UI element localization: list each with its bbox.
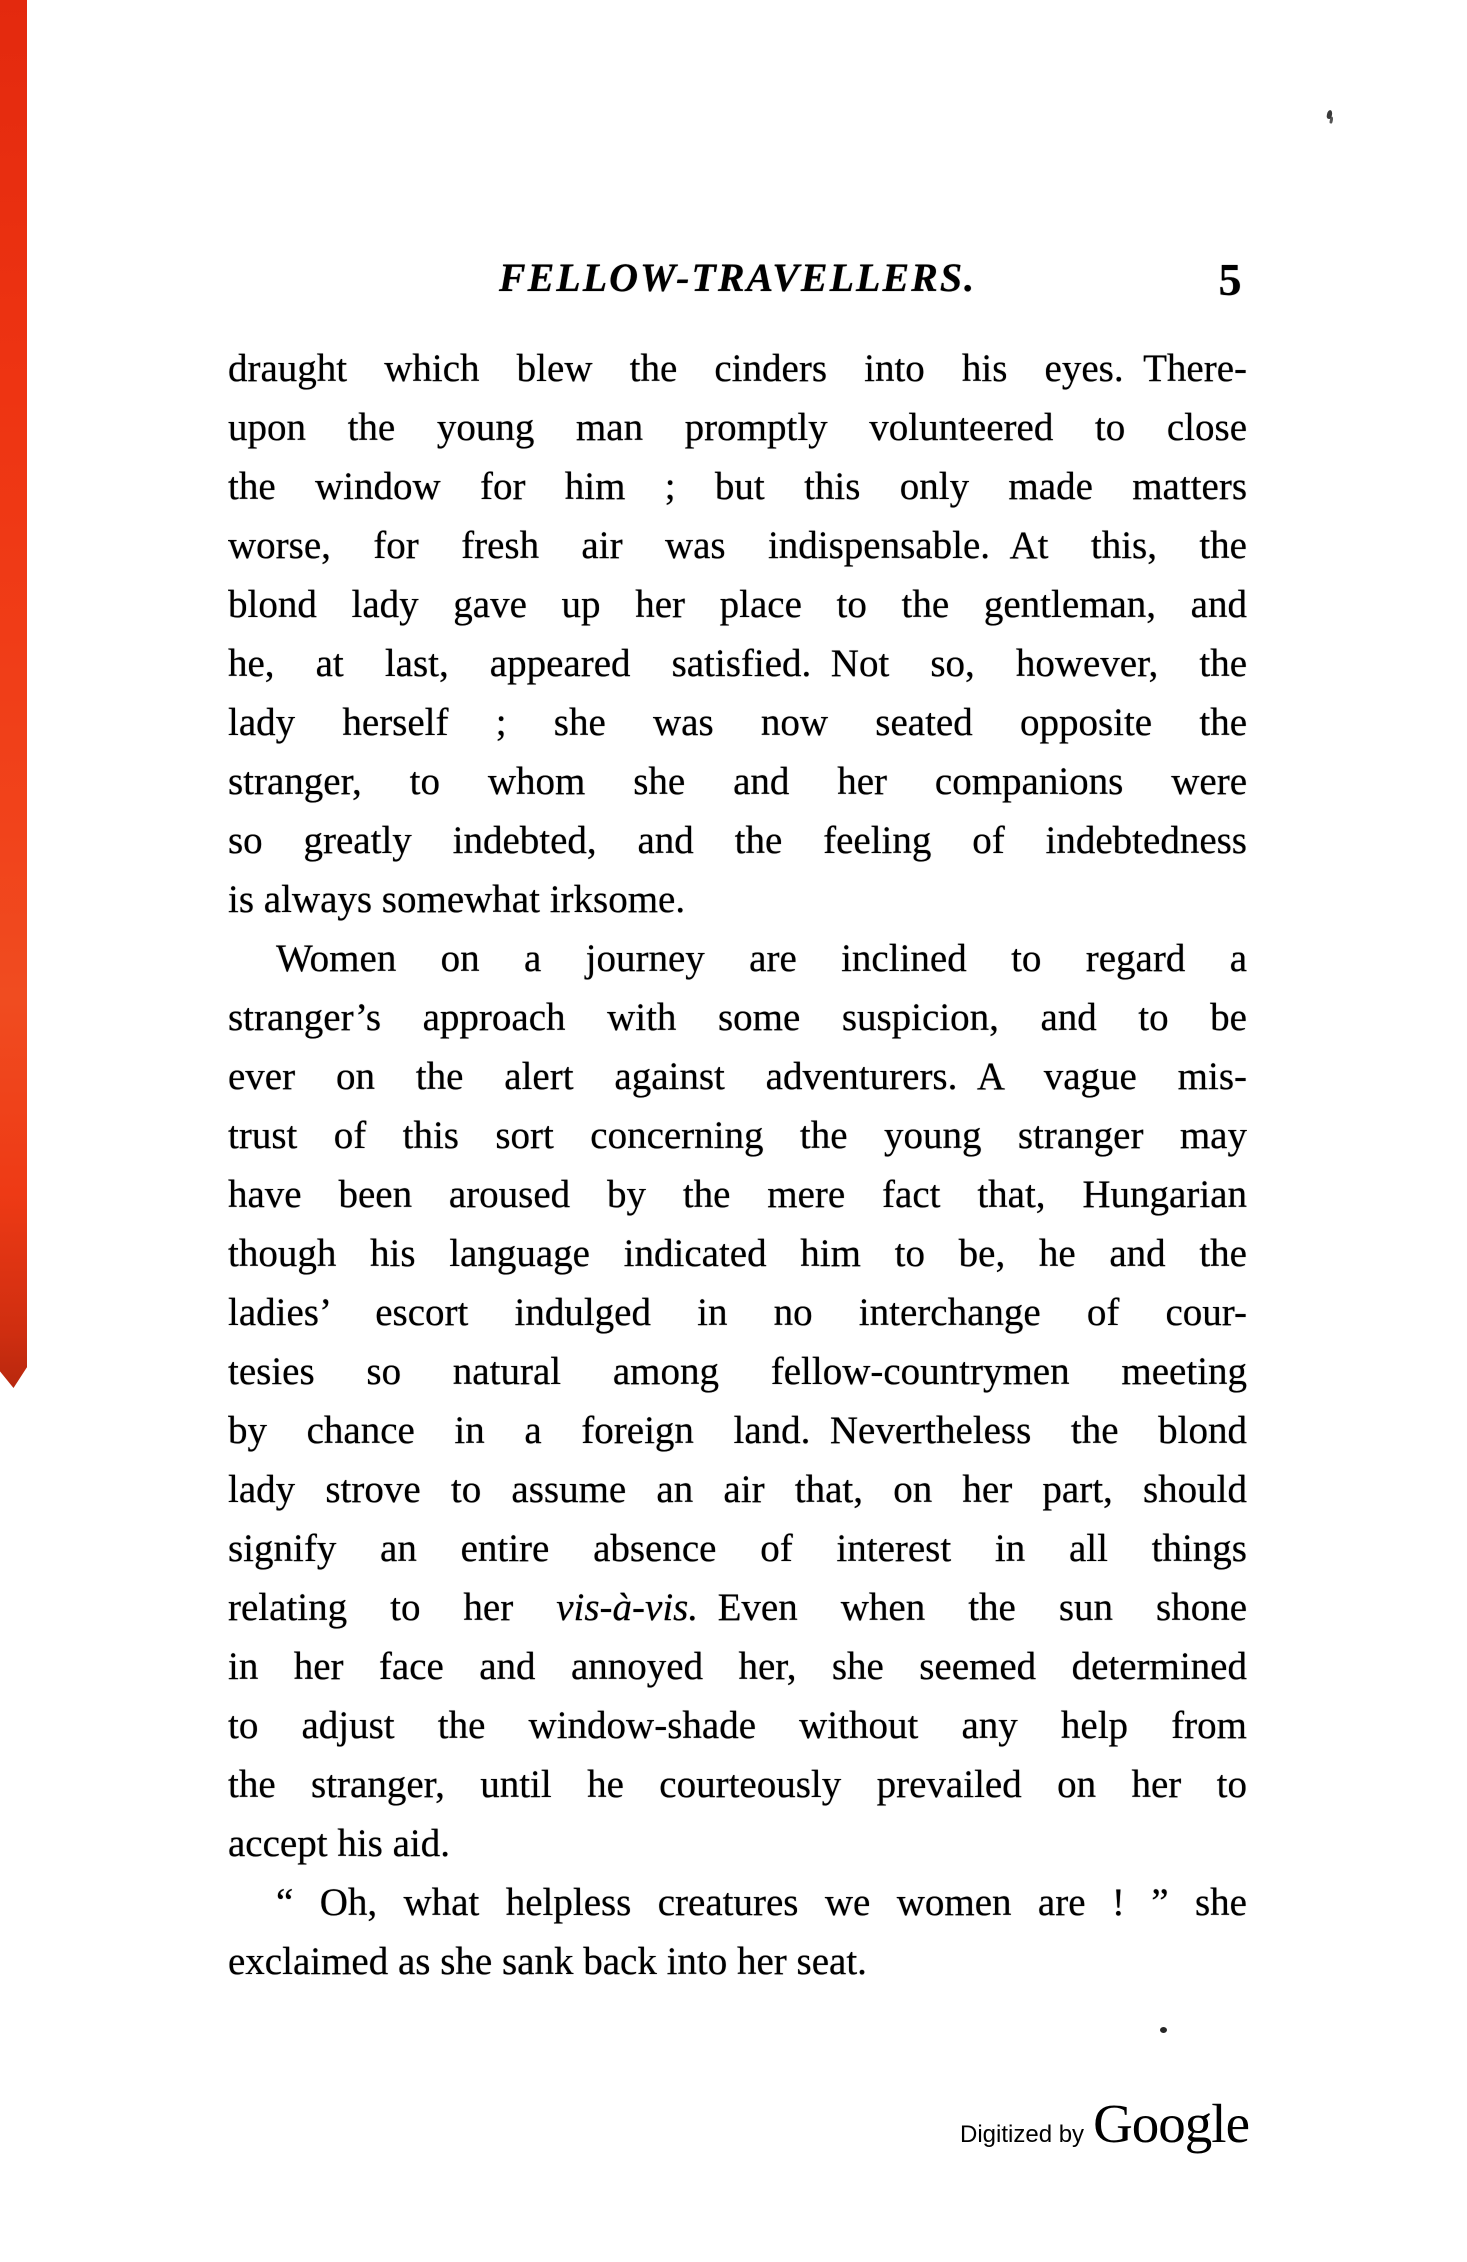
text-line: lady strove to assume an air that, on her part, should	[228, 1468, 1247, 1511]
text-line: lady herself ; she was now seated opposite the	[228, 701, 1247, 744]
running-header: FELLOW-TRAVELLERS.	[498, 255, 977, 300]
text-line: in her face and annoyed her, she seemed determined	[228, 1645, 1247, 1688]
text-line: to adjust the window-shade without any help from	[228, 1704, 1247, 1747]
google-logo: Google	[1093, 2093, 1249, 2154]
text-line: Women on a journey are inclined to regard a	[276, 937, 1247, 980]
text-column	[228, 339, 1247, 1991]
text-line: ladies’ escort indulged in no interchange of cour-	[228, 1291, 1247, 1334]
text-line: relating to her vis-à-vis. Even when the sun shone	[228, 1586, 1247, 1629]
text-line: blond lady gave up her place to the gentleman, and	[228, 583, 1247, 626]
text-line: worse, for fresh air was indispensable. At this, the	[228, 524, 1247, 567]
digitized-by-label: Digitized by	[960, 2121, 1085, 2148]
text-line: draught which blew the cinders into his eyes. There-	[228, 347, 1247, 390]
text-line: the window for him ; but this only made matters	[228, 465, 1247, 508]
text-line: accept his aid.	[228, 1822, 450, 1865]
ink-speck-bottom	[1160, 2027, 1167, 2033]
page-number: 5	[1218, 254, 1242, 305]
text-line: trust of this sort concerning the young stranger may	[228, 1114, 1247, 1157]
text-line: is always somewhat irksome.	[228, 878, 686, 921]
text-line: have been aroused by the mere fact that, Hungarian	[228, 1173, 1247, 1216]
text-line: so greatly indebted, and the feeling of indebtedness	[228, 819, 1247, 862]
text-line: though his language indicated him to be, he and the	[228, 1232, 1247, 1275]
text-line: by chance in a foreign land. Nevertheless the blond	[228, 1409, 1247, 1452]
red-page-edge-ribbon	[0, 0, 27, 1388]
text-line: “ Oh, what helpless creatures we women are ! ” she	[276, 1881, 1247, 1924]
text-line: signify an entire absence of interest in all things	[228, 1527, 1247, 1570]
text-line: ever on the alert against adventurers. A vague mis-	[228, 1055, 1247, 1098]
text-line: exclaimed as she sank back into her seat.	[228, 1940, 867, 1983]
text-line: stranger, to whom she and her companions were	[228, 760, 1247, 803]
text-line: tesies so natural among fellow-countrymen meeting	[228, 1350, 1247, 1393]
scan-footer	[960, 2092, 1249, 2155]
text-line: stranger’s approach with some suspicion, and to be	[228, 996, 1247, 1039]
text-line: he, at last, appeared satisfied. Not so, however, the	[228, 642, 1247, 685]
text-line: the stranger, until he courteously prevailed on her to	[228, 1763, 1247, 1806]
ink-speck-top-right	[1326, 110, 1333, 120]
text-line: upon the young man promptly volunteered to close	[228, 406, 1247, 449]
